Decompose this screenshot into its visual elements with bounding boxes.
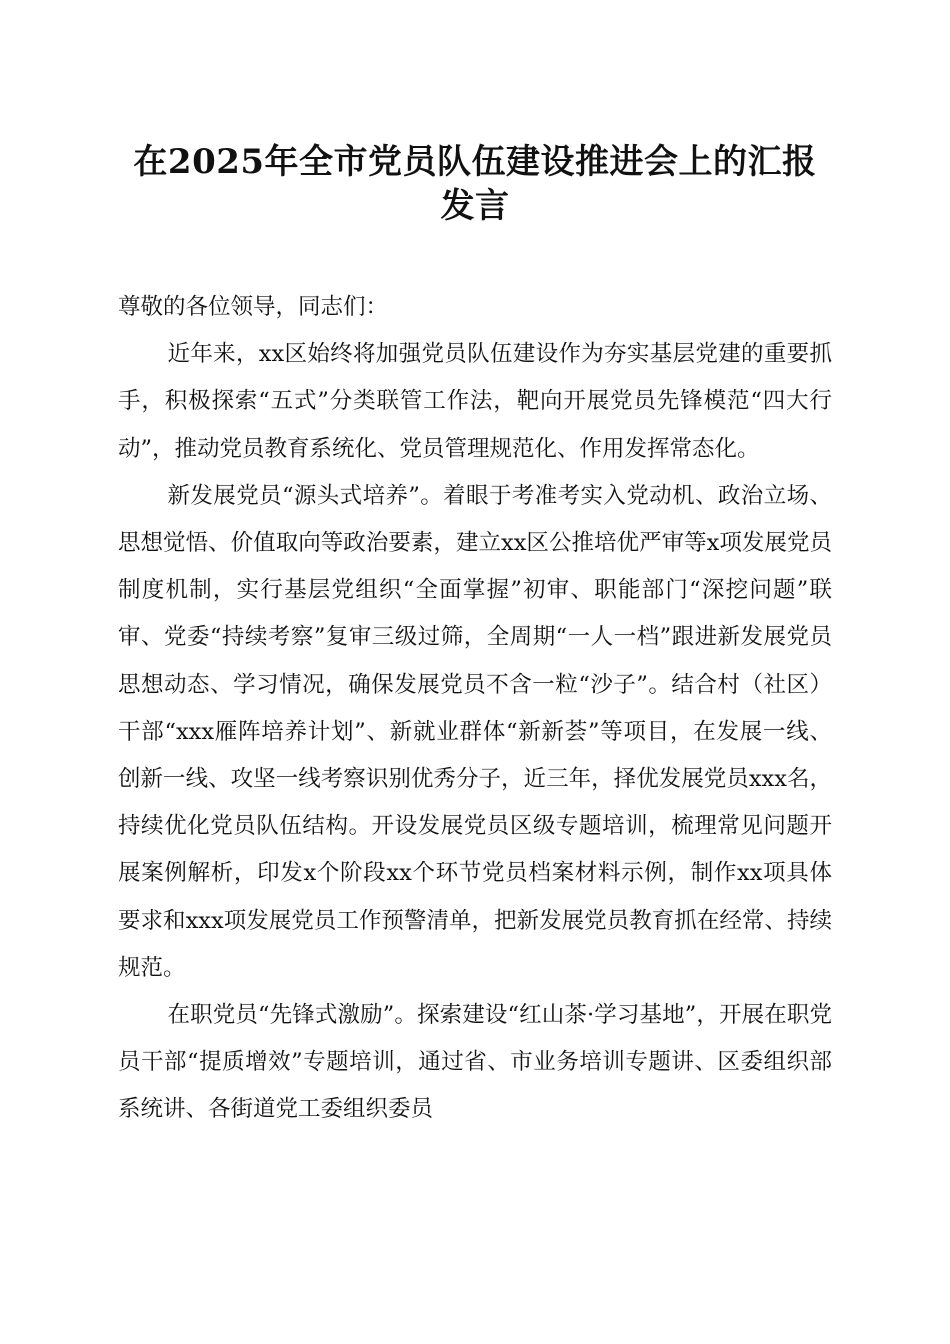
paragraph-in-service-members: 在职党员“先锋式激励”。探索建设“红山茶·学习基地”，开展在职党员干部“提质增效”专题培训，通过省、市业务培训专题讲、区委组织部系统讲、各街道党工委组织委员	[118, 1002, 832, 1123]
paragraph-new-members: 新发展党员“源头式培养”。着眼于考准考实入党动机、政治立场、思想觉悟、价值取向等政治要素，建立xx区公推培优严审等x项发展党员制度机制，实行基层党组织“全面掌握”初审、职能部门“深挖问题”联审、党委“持续考察”复审三级过筛，全周期“一人一档”跟进新发展党员思想动态、学习情况，确保发展党员不含一粒“沙子”。结合村（社区）干部“xxx雁阵培养计划”、新就业群体“新新荟”等项目，在发展一线、创新一线、攻坚一线考察识别优秀分子，近三年，择优发展党员xxx名，持续优化党员队伍结构。开设发展党员区级专题培训，梳理常见问题开展案例解析，印发x个阶段xx个环节党员档案材料示例，制作xx项具体要求和xxx项发展党员工作预警清单，把新发展党员教育抓在经常、持续规范。	[118, 482, 832, 981]
document-title	[118, 140, 832, 228]
paragraph-intro: 近年来，xx区始终将加强党员队伍建设作为夯实基层党建的重要抓手，积极探索“五式”分类联管工作法，靶向开展党员先锋模范“四大行动”，推动党员教育系统化、党员管理规范化、作用发挥常态化。	[118, 341, 832, 462]
document-title-line-2: 发言	[440, 186, 510, 226]
document-body	[118, 284, 832, 1134]
salutation: 尊敬的各位领导，同志们：	[118, 294, 389, 320]
document-title-line-1: 在2025年全市党员队伍建设推进会上的汇报	[133, 142, 817, 182]
